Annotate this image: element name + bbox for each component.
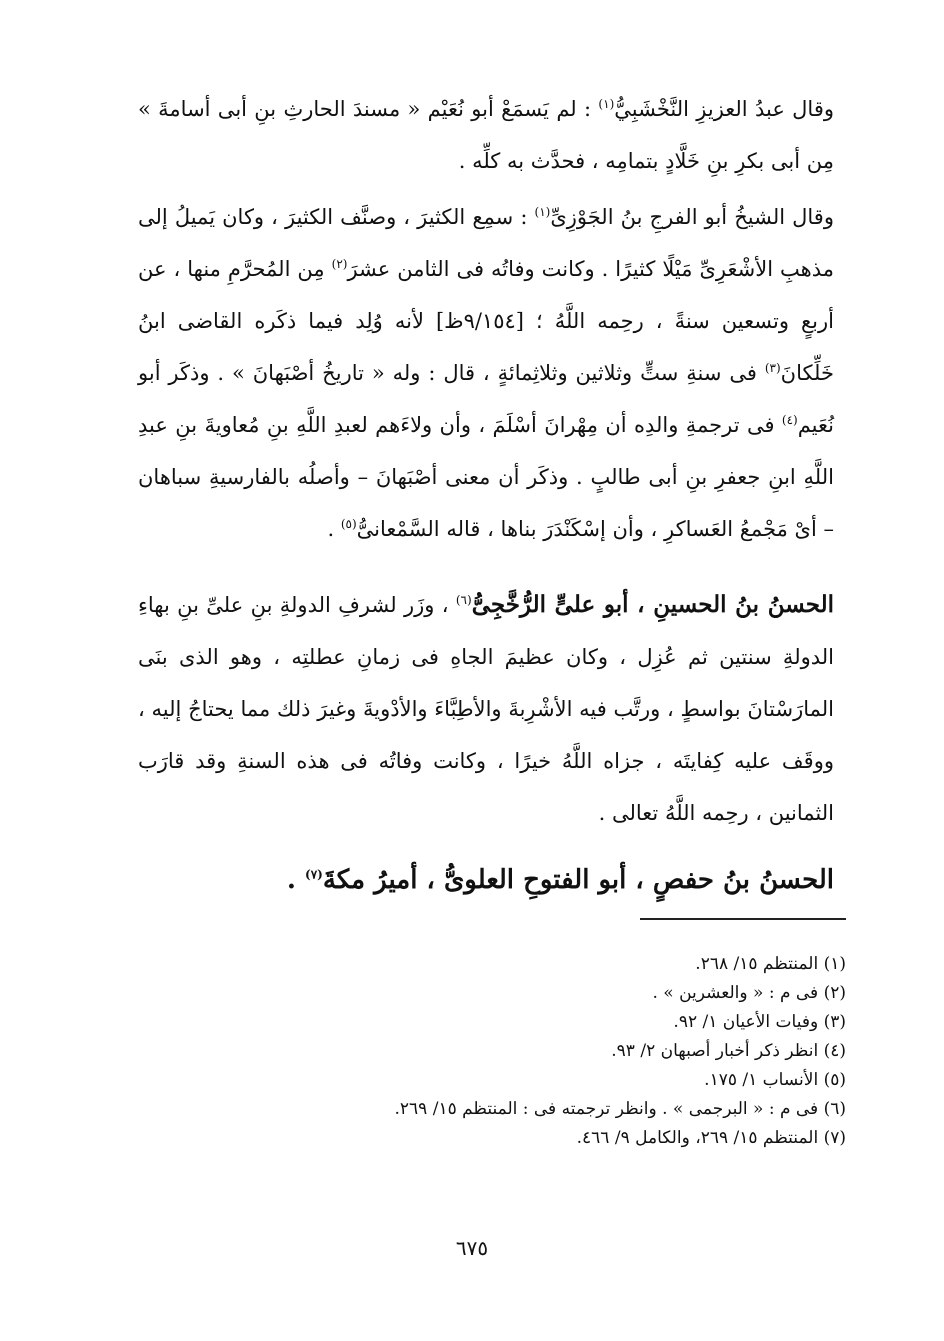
paragraph-text: .: [286, 865, 296, 895]
footnote-ref: (١): [534, 205, 551, 219]
paragraph-text: : لم يَسمَعْ أبو نُعَيْم « مسندَ الحارثِ بنِ أبى أسامةَ » مِن أبى بكرِ بنِ خَلَّادٍ بتمامِه ، فحدَّث به كلِّه .: [138, 97, 834, 173]
paragraph-ibn-al-jawzi: [138, 191, 834, 555]
footnotes-list: [126, 950, 846, 1153]
page-number: ٦٧٥: [455, 1236, 489, 1260]
entry-heading: الحسنُ بنُ الحسينِ ، أبو علىٍّ الرُّخَّجِىُّ: [471, 591, 834, 618]
footnote-divider: [640, 918, 846, 920]
footnote-item: (٣) وفيات الأعيان ١/ ٩٢.: [673, 1012, 846, 1032]
footnote-item: (٦) فى م : « البرجمى » . وانظر ترجمته فى : المنتظم ١٥/ ٢٦٩.: [394, 1099, 846, 1119]
paragraph-text: فى ترجمةِ والدِه أن مِهْرانَ أسْلَمَ ، وأن ولاءَهم لعبدِ اللَّهِ بنِ مُعاويةَ بنِ عبدِ اللَّهِ ابنِ جعفرِ بنِ أبى طالبٍ . وذكَر أن معنى أصْبَهانَ – وأصلُه بالفارسيةِ سباهان – أىْ مَجْمعُ العَساكرِ ، وأن إسْكَنْدَرَ بناها ، قاله السَّمْعانىُّ: [138, 413, 834, 541]
footnote-ref: (٧): [305, 867, 323, 882]
paragraph-text: مِن المُحرَّمِ منها ، عن أربعٍ وتسعين سنةً ، رحِمه اللَّهُ ؛ [٩/١٥٤ظ] لأنه وُلِد فيما ذكَره القاضى ابنُ خَلِّكانَ: [138, 257, 834, 385]
paragraph-text: وقال عبدُ العزيزِ النَّخْشَبِيُّ: [614, 97, 834, 121]
footnote-ref: (٦): [455, 593, 472, 607]
footnote-ref: (٥): [340, 517, 357, 531]
paragraph-text: ، وزَر لشرفِ الدولةِ بنِ علىِّ بنِ بهاءِ الدولةِ سنتين ثم عُزِل ، وكان عظيمَ الجاهِ فى زمانِ عطلتِه ، وهو الذى بنَى المارَسْتانَ بواسطٍ ، ورتَّب فيه الأشْرِبةَ والأطِبَّاءَ والأدْويةَ وغيرَ ذلك مما يحتاجُ إليه ، ووقَف عليه كِفايتَه ، جزاه اللَّهُ خيرًا ، وكانت وفاتُه فى هذه السنةِ وقد قارَب الثمانين ، رحِمه اللَّهُ تعالى .: [138, 593, 834, 825]
footnote-item: (٢) فى م : « والعشرين » .: [652, 983, 846, 1003]
entry-al-rukhkhaji: [138, 579, 834, 839]
footnote-item: (١) المنتظم ١٥/ ٢٦٨.: [695, 954, 846, 974]
footnote-ref: (٣): [764, 361, 781, 375]
footnote-item: (٤) انظر ذكر أخبار أصبهان ٢/ ٩٣.: [611, 1041, 846, 1061]
paragraph-text: .: [327, 517, 335, 541]
paragraph-text: : سمِع الكثيرَ ، وصنَّف الكثيرَ ، وكان يَميلُ إلى مذهبِ الأشْعَرِىِّ مَيْلًا كثيرًا . وكانت وفاتُه فى الثامن عشرَ: [138, 205, 834, 281]
entry-heading: الحسنُ بنُ حفصٍ ، أبو الفتوحِ العلوىُّ ، أميرُ مكةَ: [322, 865, 834, 895]
footnote-ref: (١): [598, 97, 615, 111]
paragraph-nakhshabi: [138, 83, 834, 187]
footnote-item: (٥) الأنساب ١/ ١٧٥.: [704, 1070, 846, 1090]
paragraph-text: وقال الشيخُ أبو الفرجِ بنُ الجَوْزِىِّ: [550, 205, 834, 229]
entry-abu-al-futuh: [138, 854, 834, 906]
footnote-item: (٧) المنتظم ١٥/ ٢٦٩، والكامل ٩/ ٤٦٦.: [576, 1128, 846, 1148]
footnote-ref: (٤): [781, 413, 798, 427]
footnote-ref: (٢): [331, 257, 348, 271]
paragraph-text: فى سنةِ ستٍّ وثلاثين وثلاثِمائةٍ ، قال : وله « تاريخُ أصْبَهانَ » . وذكَر أبو نُعَيم: [138, 361, 834, 437]
